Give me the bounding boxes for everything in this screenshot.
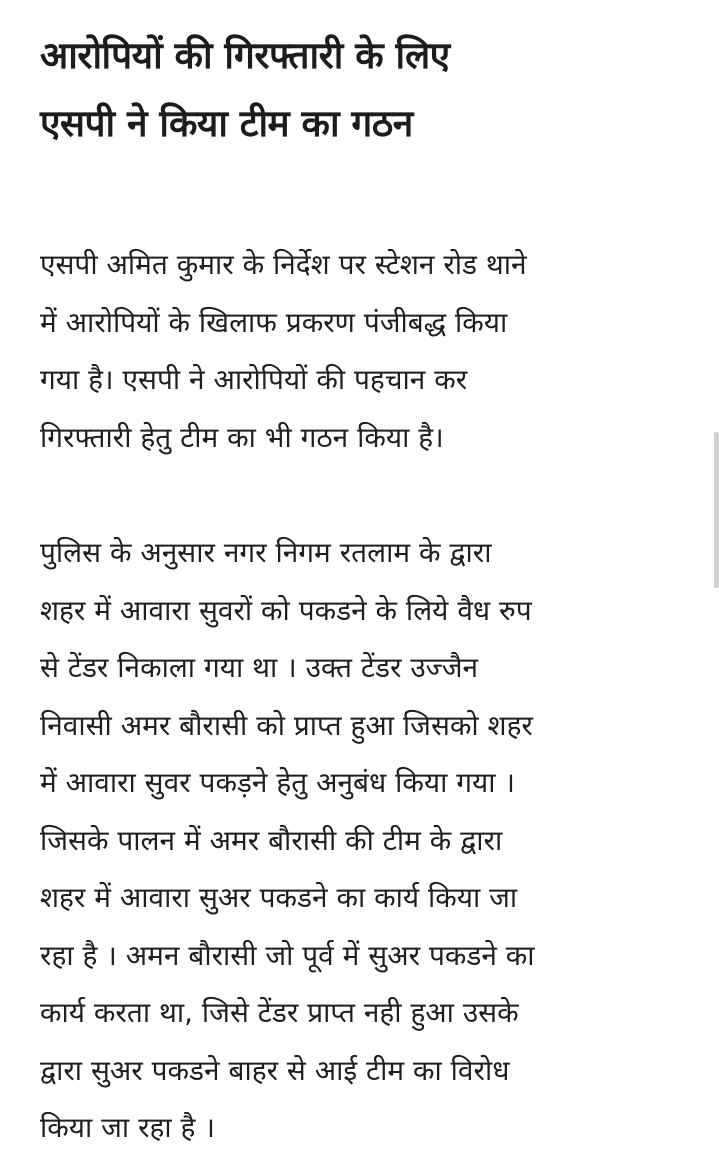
paragraph-line: गिरफ्तारी हेतु टीम का भी गठन किया है। (40, 420, 444, 454)
headline-line: आरोपियों की गिरफ्तारी के लिए (40, 34, 450, 77)
article (40, 22, 690, 1157)
article-paragraph (40, 524, 690, 1157)
paragraph-line: जिसके पालन में अमर बौरासी की टीम के द्वारा (40, 823, 503, 857)
headline-line: एसपी ने किया टीम का गठन (40, 102, 413, 145)
paragraph-line: कार्य करता था, जिसे टेंडर प्राप्त नही हुआ उसके (40, 996, 519, 1029)
scrollbar-thumb[interactable] (714, 432, 719, 588)
paragraph-line: द्वारा सुअर पकडने बाहर से आई टीम का विरोध (40, 1053, 510, 1087)
paragraph-line: किया जा रहा है । (40, 1111, 215, 1144)
paragraph-line: में आरोपियों के खिलाफ प्रकरण पंजीबद्ध किया (40, 305, 508, 339)
paragraph-line: में आवारा सुवर पकड़ने हेतु अनुबंध किया गया । (40, 766, 516, 799)
paragraph-line: से टेंडर निकाला गया था । उक्त टेंडर उज्जैन (40, 651, 479, 684)
article-paragraph (40, 236, 690, 466)
headline (40, 22, 690, 158)
paragraph-line: शहर में आवारा सुवरों को पकडने के लिये वैध रुप (40, 593, 532, 627)
paragraph-line: शहर में आवारा सुअर पकडने का कार्य किया जा (40, 881, 518, 914)
paragraph-line: पुलिस के अनुसार नगर निगम रतलाम के द्वारा (40, 536, 492, 569)
paragraph-line: गया है। एसपी ने आरोपियों की पहचान कर (40, 363, 468, 396)
paragraph-line: रहा है । अमन बौरासी जो पूर्व में सुअर पकडने का (40, 938, 535, 972)
paragraph-line: एसपी अमित कुमार के निर्देश पर स्टेशन रोड थाने (40, 248, 527, 281)
paragraph-line: निवासी अमर बौरासी को प्राप्त हुआ जिसको शहर (40, 708, 533, 742)
